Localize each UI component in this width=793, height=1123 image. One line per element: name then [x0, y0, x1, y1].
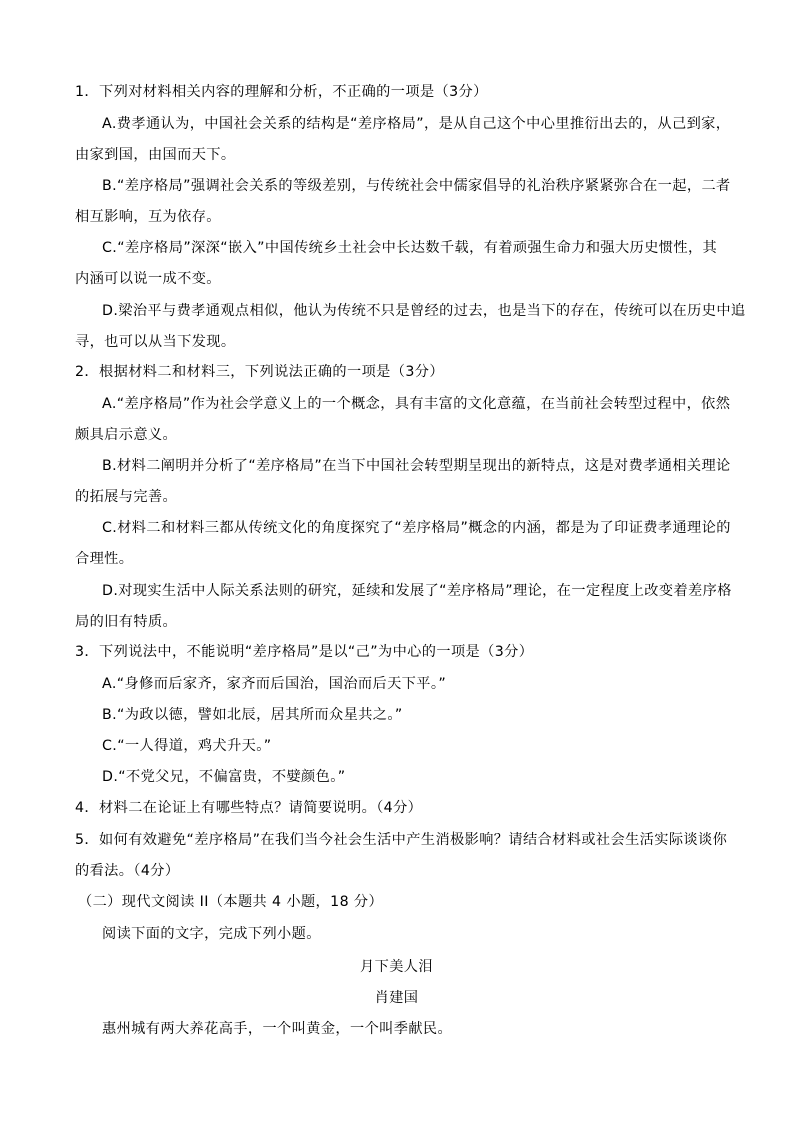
q1-option-a-line2: 由家到国，由国而天下。 [75, 147, 236, 163]
question-2-stem: 2．根据材料二和材料三，下列说法正确的一项是（3分） [75, 364, 444, 380]
story-title: 月下美人泪 [360, 959, 433, 975]
q2-option-a-line1: A.“差序格局”作为社会学意义上的一个概念，具有丰富的文化意蕴，在当前社会转型过程中，依然 [102, 396, 731, 412]
q1-option-c-line2: 内涵可以说一成不变。 [75, 271, 221, 287]
story-author: 肖建国 [374, 990, 419, 1006]
question-1-stem: 1．下列对材料相关内容的理解和分析，不正确的一项是（3分） [75, 84, 488, 100]
q2-option-d-line2: 局的旧有特质。 [75, 614, 178, 630]
q1-option-a-line1: A.费孝通认为，中国社会关系的结构是“差序格局”，是从自己这个中心里推衍出去的，从己到家， [102, 116, 731, 132]
q1-option-c-line1: C.“差序格局”深深“嵌入”中国传统乡土社会中长达数千载，有着顽强生命力和强大历史惯性，其 [102, 240, 718, 256]
question-3-stem: 3．下列说法中，不能说明“差序格局”是以“己”为中心的一项是（3分） [75, 644, 534, 660]
reading-instruction: 阅读下面的文字，完成下列小题。 [102, 926, 321, 942]
q3-option-d: D.“不党父兄，不偏富贵，不嬖颜色。” [102, 769, 346, 785]
q2-option-b-line1: B.材料二阐明并分析了“差序格局”在当下中国社会转型期呈现出的新特点，这是对费孝通相关理论 [102, 458, 731, 474]
question-5-line1: 5．如何有效避免“差序格局”在我们当今社会生活中产生消极影响？请结合材料或社会生活实际谈谈你 [75, 832, 728, 848]
q3-option-c: C.“一人得道，鸡犬升天。” [102, 738, 272, 754]
q1-option-d-line2: 寻，也可以从当下发现。 [75, 334, 236, 350]
q2-option-c-line1: C.材料二和材料三都从传统文化的角度探究了“差序格局”概念的内涵，都是为了印证费孝通理论的 [102, 520, 731, 536]
q2-option-c-line2: 合理性。 [75, 551, 134, 567]
section-title: （二）现代文阅读 II（本题共 4 小题，18 分） [78, 894, 384, 910]
q3-option-a: A.“身修而后家齐，家齐而后国治，国治而后天下平。” [102, 676, 447, 692]
q3-option-b: B.“为政以德，譬如北辰，居其所而众星共之。” [102, 707, 403, 723]
q2-option-d-line1: D.对现实生活中人际关系法则的研究，延续和发展了“差序格局”理论，在一定程度上改变着差序格 [102, 583, 732, 599]
story-paragraph: 惠州城有两大养花高手，一个叫黄金，一个叫季献民。 [102, 1021, 453, 1037]
q1-option-d-line1: D.梁治平与费孝通观点相似，他认为传统不只是曾经的过去，也是当下的存在，传统可以在历史中追 [102, 303, 746, 319]
question-4: 4．材料二在论证上有哪些特点？请简要说明。（4分） [75, 800, 423, 816]
question-5-line2: 的看法。（4分） [75, 863, 180, 879]
q2-option-b-line2: 的拓展与完善。 [75, 489, 178, 505]
q1-option-b-line2: 相互影响，互为依存。 [75, 209, 221, 225]
q2-option-a-line2: 颇具启示意义。 [75, 427, 178, 443]
q1-option-b-line1: B.“差序格局”强调社会关系的等级差别，与传统社会中儒家倡导的礼治秩序紧紧弥合在一起，二者 [102, 178, 731, 194]
